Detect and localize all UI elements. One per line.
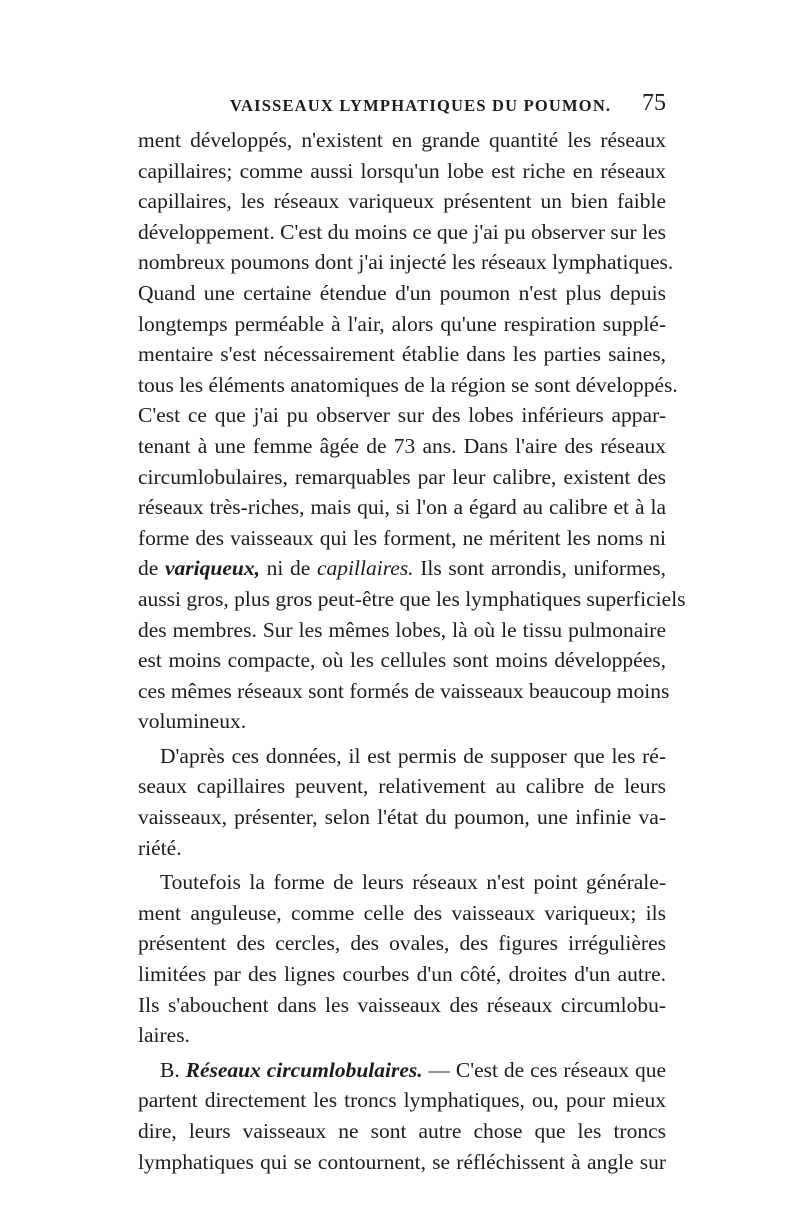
text-line: présentent des cercles, des ovales, des figures irrégulières [138,931,666,956]
italic-term: capillaires. [317,556,414,581]
text-line: des membres. Sur les mêmes lobes, là où le tissu pulmonaire [138,617,666,642]
text-line: ment anguleuse, comme celle des vaisseaux variqueux; ils [138,900,666,925]
text-line: C'est ce que j'ai pu observer sur des lobes inférieurs appar- [138,403,666,428]
text-line: partent directement les troncs lymphatiques, ou, pour mieux [138,1088,666,1113]
text-line: dire, leurs vaisseaux ne sont autre chose que les troncs [138,1119,666,1143]
text-line: ment développés, n'existent en grande quantité les réseaux [138,128,666,152]
text-line: vaisseaux, présenter, selon l'état du poumon, une infinie va- [138,805,666,830]
text-run: Ils sont arrondis, uniformes, [413,556,666,581]
running-title: VAISSEAUX LYMPHATIQUES DU POUMON. [230,96,612,115]
text-line: Toutefois la forme de leurs réseaux n'est point générale- [160,870,666,895]
text-line: mentaire s'est nécessairement établie dans les parties saines, [138,342,666,367]
page-number: 75 [642,90,666,116]
text-line: limitées par des lignes courbes d'un côté, droites d'un autre. [138,962,666,987]
text-line: seaux capillaires peuvent, relativement au calibre de leurs [138,774,666,799]
text-line: Ils s'abouchent dans les vaisseaux des réseaux circumlobu- [138,992,666,1017]
text-run: ni de [259,556,318,581]
text-line: est moins compacte, où les cellules sont moins développées, [138,648,666,673]
text-line: réseaux très-riches, mais qui, si l'on a égard au calibre et à la [138,495,666,520]
paragraph-2 [138,741,666,863]
text-line: volumineux. [138,709,247,734]
text-line: D'après ces données, il est permis de supposer que les ré- [160,743,666,768]
section-label: B. [160,1057,186,1082]
text-line: ces mêmes réseaux sont formés de vaisseaux beaucoup moins [138,678,670,703]
text-run: — C'est de ces réseaux que [422,1057,667,1082]
italic-term: variqueux, [164,556,260,581]
paragraph-4 [138,1055,666,1177]
text-line: riété. [138,835,182,860]
text-line [138,553,666,584]
section-heading: Réseaux circumlobulaires. [185,1057,423,1082]
text-run: de [138,556,165,581]
page-header [138,88,666,122]
text-line: longtemps perméable à l'air, alors qu'une respiration supplé- [138,311,666,336]
text-line: Quand une certaine étendue d'un poumon n'est plus depuis [138,280,666,305]
text-line: nombreux poumons dont j'ai injecté les réseaux lymphatiques. [138,250,674,275]
text-line: capillaires, les réseaux variqueux présentent un bien faible [138,189,666,214]
text-line: lymphatiques qui se contournent, se réfléchissent à angle sur [138,1149,666,1174]
text-line: aussi gros, plus gros peut-être que les lymphatiques superficiels [138,586,686,611]
text-line [138,1055,666,1086]
body-text [138,125,686,1177]
text-line: développement. C'est du moins ce que j'ai pu observer sur les [138,219,666,244]
text-line: tenant à une femme âgée de 73 ans. Dans l'aire des réseaux [138,433,666,458]
text-line: capillaires; comme aussi lorsqu'un lobe est riche en réseaux [138,158,666,183]
text-line: laires. [138,1023,190,1048]
text-line: tous les éléments anatomiques de la région se sont développés. [138,372,678,397]
paragraph-1 [138,125,686,737]
paragraph-3 [138,867,666,1051]
text-line: circumlobulaires, remarquables par leur calibre, existent des [138,464,666,489]
text-line: forme des vaisseaux qui les forment, ne méritent les noms ni [138,525,666,550]
